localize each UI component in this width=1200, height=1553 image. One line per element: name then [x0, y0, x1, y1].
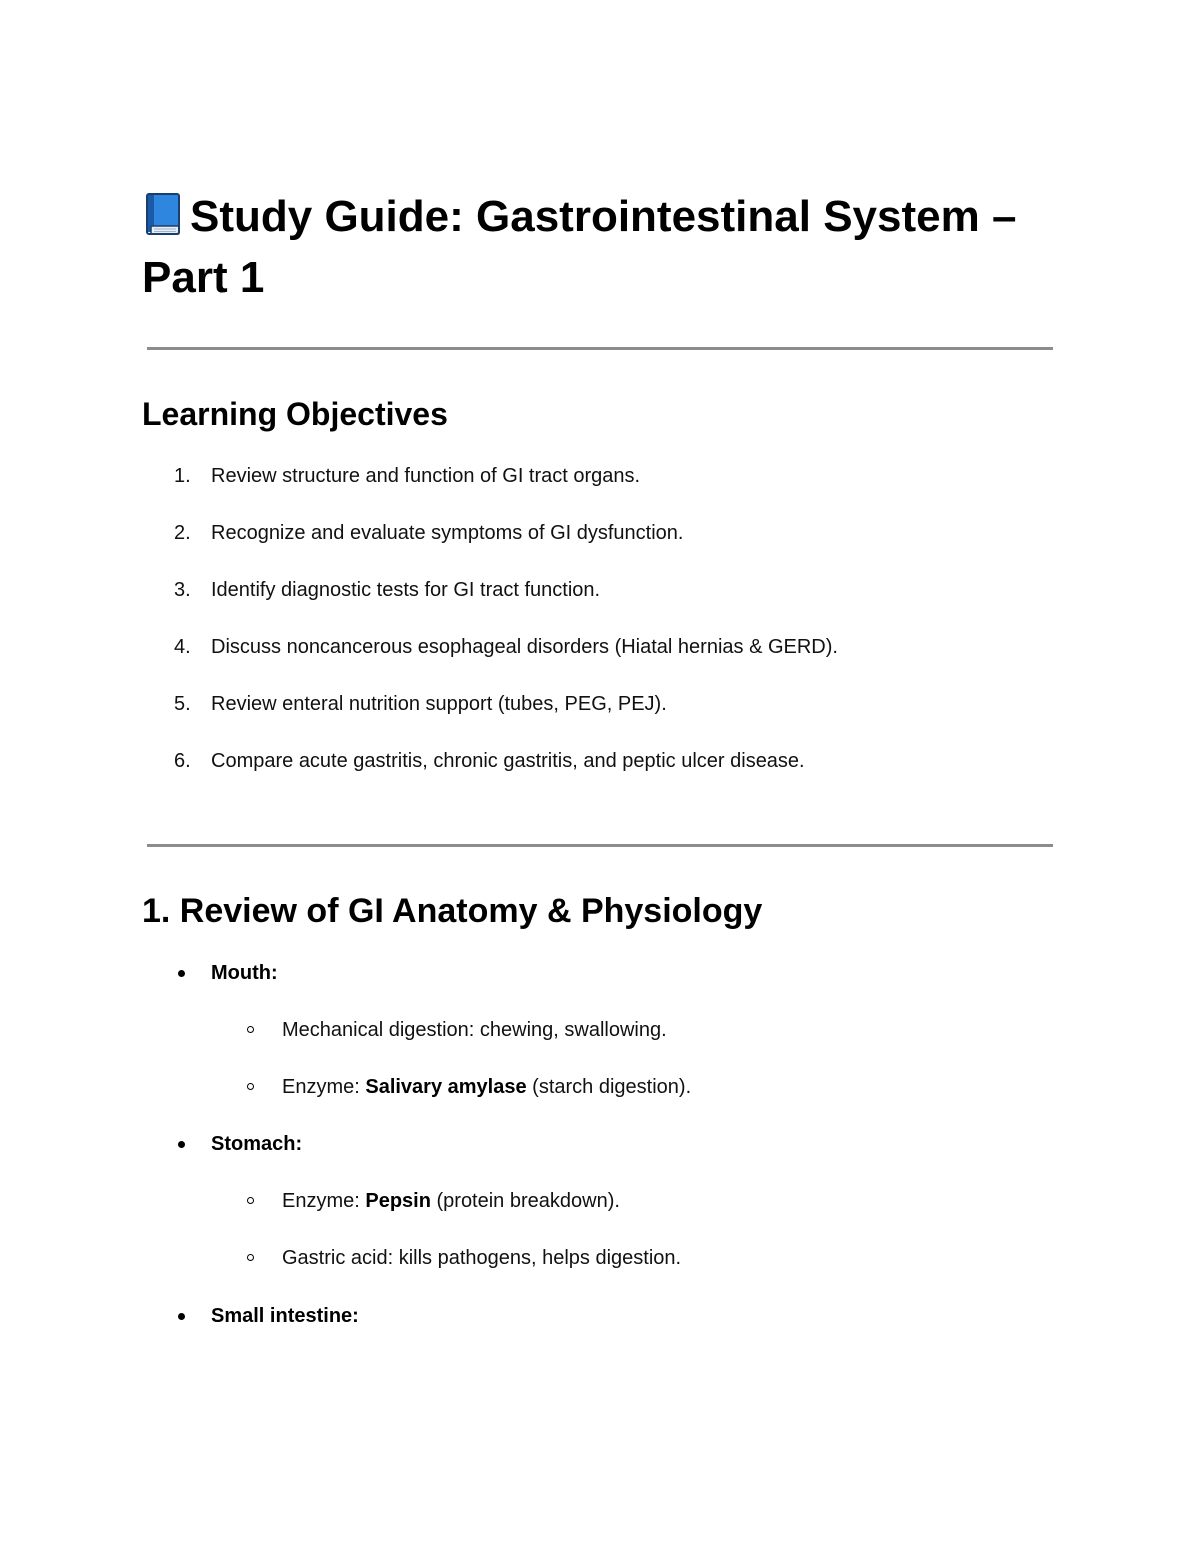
sub-list-item-text [282, 1074, 691, 1100]
bullet-dot-icon [178, 1313, 185, 1320]
sub-list-item [0, 1245, 1100, 1271]
list-item [0, 463, 1100, 489]
list-item [0, 577, 1100, 603]
list-item-number: 2. [174, 522, 191, 544]
list-item [0, 691, 1100, 717]
bold-term: Pepsin [365, 1190, 431, 1212]
bullet-circle-icon [247, 1254, 254, 1261]
sub-list-item [0, 1188, 1100, 1214]
list-item-number: 3. [174, 579, 191, 601]
list-item [0, 634, 1100, 660]
list-item-small-intestine [0, 1303, 1100, 1329]
bullet-circle-icon [247, 1083, 254, 1090]
sub-list-item [0, 1074, 1100, 1100]
list-item-number: 6. [174, 750, 191, 772]
bullet-dot-icon [178, 1141, 185, 1148]
sub-list-item [0, 1017, 1100, 1043]
sub-list-item-text [282, 1188, 620, 1214]
bold-term: Salivary amylase [365, 1076, 527, 1098]
list-item-number: 1. [174, 465, 191, 487]
blue-book-icon [142, 192, 182, 236]
list-item-number: 5. [174, 693, 191, 715]
bullet-dot-icon [178, 970, 185, 977]
text-suffix: (protein breakdown). [430, 1190, 620, 1212]
learning-objectives-heading: Learning Objectives [142, 396, 448, 432]
list-item-text: Identify diagnostic tests for GI tract function. [211, 579, 601, 601]
sub-list-item-text: Mechanical digestion: chewing, swallowing. [282, 1019, 667, 1041]
list-item-text: Compare acute gastritis, chronic gastritis, and peptic ulcer disease. [211, 750, 805, 772]
list-item-label: Mouth: [211, 962, 278, 984]
text-prefix: Enzyme: [282, 1190, 366, 1212]
sub-list-item-text: Gastric acid: kills pathogens, helps digestion. [282, 1247, 682, 1269]
text-suffix: (starch digestion). [526, 1076, 692, 1098]
document-title [142, 186, 1082, 308]
list-item-text: Recognize and evaluate symptoms of GI dysfunction. [211, 522, 684, 544]
bullet-circle-icon [247, 1026, 254, 1033]
document-title-text: Study Guide: Gastrointestinal System – Part 1 [142, 192, 1017, 302]
bullet-circle-icon [247, 1197, 254, 1204]
list-item-text: Review enteral nutrition support (tubes, PEG, PEJ). [211, 693, 667, 715]
horizontal-rule [147, 844, 1053, 847]
list-item [0, 520, 1100, 546]
list-item-number: 4. [174, 636, 191, 658]
list-item [0, 748, 1100, 774]
horizontal-rule [147, 347, 1053, 350]
list-item-text: Review structure and function of GI tract organs. [211, 465, 641, 487]
list-item-label: Stomach: [211, 1133, 303, 1155]
list-item-text: Discuss noncancerous esophageal disorders (Hiatal hernias & GERD). [211, 636, 838, 658]
text-prefix: Enzyme: [282, 1076, 366, 1098]
anatomy-section-heading: 1. Review of GI Anatomy & Physiology [142, 892, 763, 930]
list-item-mouth [0, 960, 1100, 986]
list-item-label: Small intestine: [211, 1305, 359, 1327]
list-item-stomach [0, 1131, 1100, 1157]
